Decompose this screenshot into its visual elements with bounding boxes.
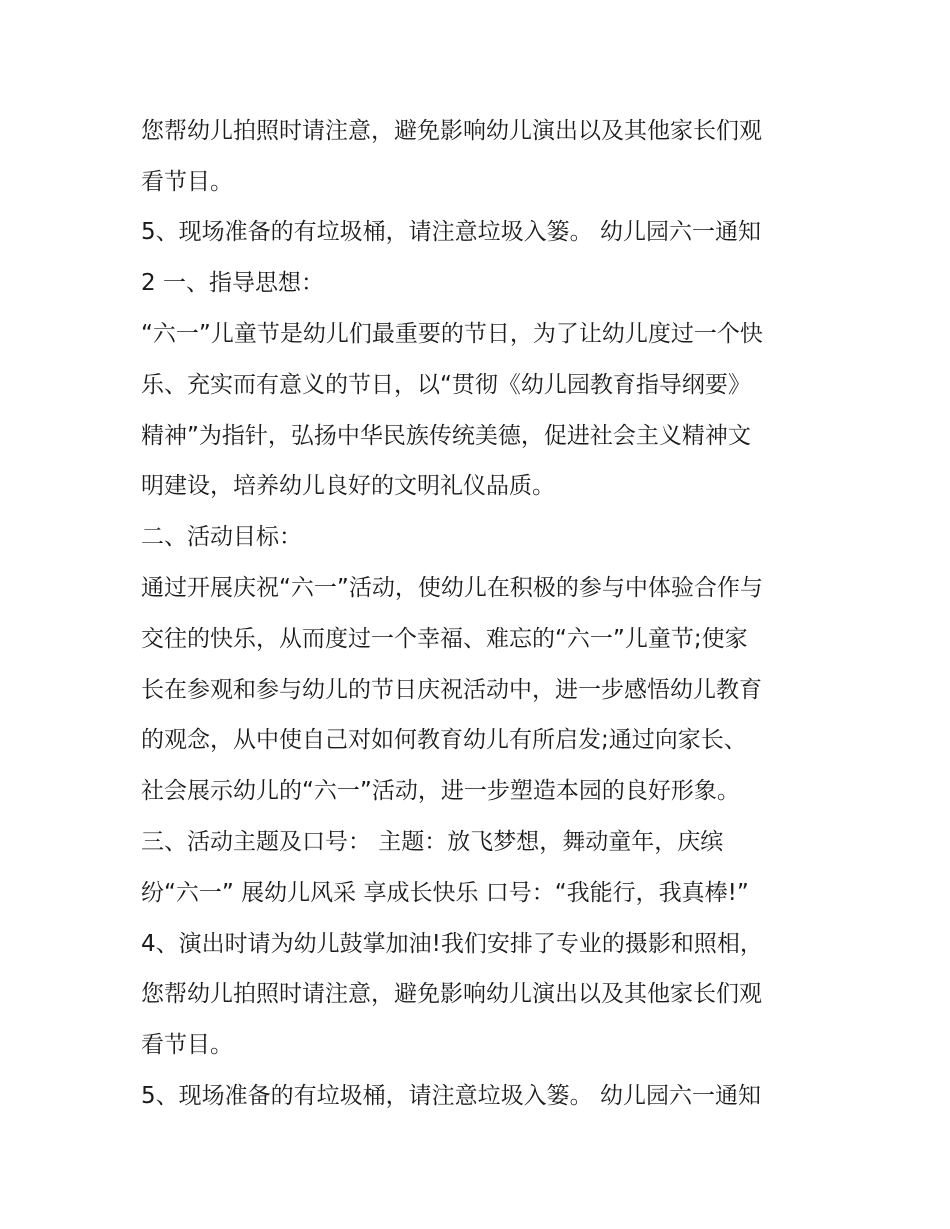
text-line: 纷“六一” 展幼儿风采 享成长快乐 口号：“我能行，我真棒!” [141, 880, 749, 906]
text-line: 看节目。 [141, 1032, 233, 1058]
text-line: 5、现场准备的有垃圾桶，请注意垃圾入篓。 幼儿园六一通知 [141, 1083, 761, 1109]
text-line: 您帮幼儿拍照时请注意，避免影响幼儿演出以及其他家长们观 [141, 981, 762, 1007]
section-heading: 二、活动目标： [141, 524, 302, 550]
text-line: 看节目。 [141, 169, 233, 195]
text-line: 乐、充实而有意义的节日，以“贯彻《幼儿园教育指导纲要》 [141, 372, 751, 398]
text-line: 社会展示幼儿的“六一”活动，进一步塑造本园的良好形象。 [141, 778, 740, 804]
text-line: 通过开展庆祝“六一”活动，使幼儿在积极的参与中体验合作与 [141, 575, 763, 601]
text-line: 5、现场准备的有垃圾桶，请注意垃圾入篓。 幼儿园六一通知 [141, 219, 761, 245]
section-heading: 三、活动主题及口号： 主题：放飞梦想，舞动童年，庆缤 [141, 829, 724, 855]
section-heading: 2 一、指导思想： [141, 270, 324, 296]
text-line: 长在参观和参与幼儿的节日庆祝活动中，进一步感悟幼儿教育 [141, 677, 762, 703]
text-line: 您帮幼儿拍照时请注意，避免影响幼儿演出以及其他家长们观 [141, 118, 762, 144]
text-line: 交往的快乐，从而度过一个幸福、难忘的“六一”儿童节;使家 [141, 626, 748, 652]
text-line: “六一”儿童节是幼儿们最重要的节日，为了让幼儿度过一个快 [141, 321, 763, 347]
text-line: 精神”为指针，弘扬中华民族传统美德，促进社会主义精神文 [141, 423, 751, 449]
text-line: 的观念，从中使自己对如何教育幼儿有所启发;通过向家长、 [141, 727, 747, 753]
text-line: 4、演出时请为幼儿鼓掌加油!我们安排了专业的摄影和照相， [141, 931, 763, 957]
text-line: 明建设，培养幼儿良好的文明礼仪品质。 [141, 473, 555, 499]
